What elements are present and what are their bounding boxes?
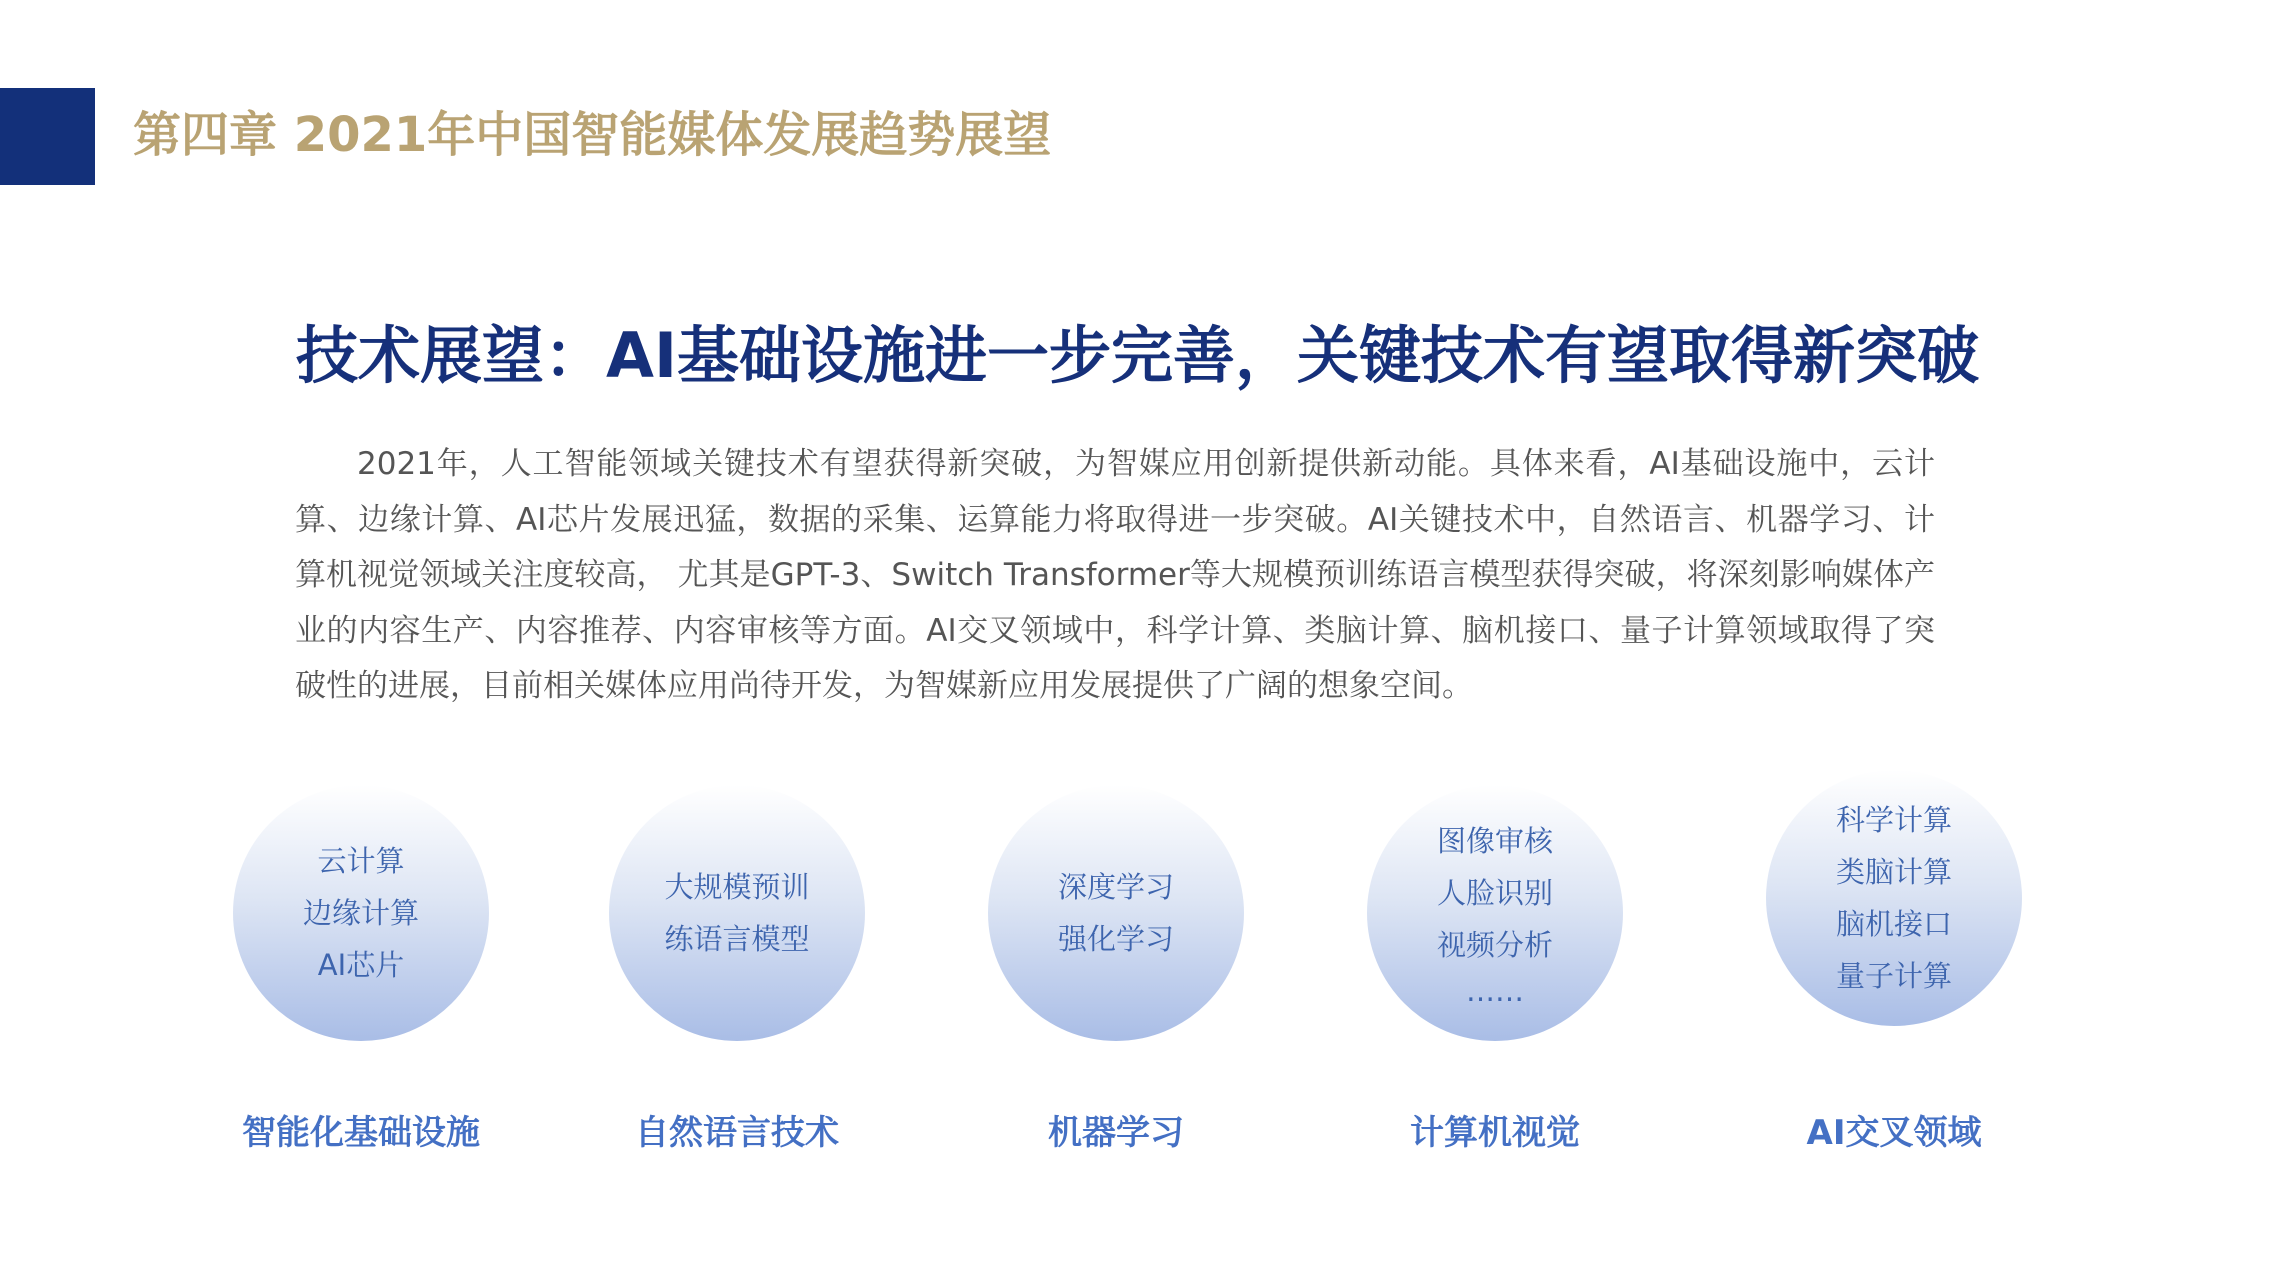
circle-item: 强化学习 — [1057, 922, 1174, 956]
header-accent-block — [0, 88, 95, 185]
circle-item: 图像审核 — [1436, 824, 1553, 858]
circle-item: 科学计算 — [1835, 803, 1952, 837]
circle-item: 云计算 — [317, 844, 405, 878]
category-circle-infrastructure — [233, 785, 489, 1041]
circle-item: 脑机接口 — [1835, 907, 1952, 941]
circle-item: 边缘计算 — [302, 896, 419, 930]
category-circle-computer-vision — [1367, 785, 1623, 1041]
chapter-title: 第四章 2021年中国智能媒体发展趋势展望 — [133, 107, 1052, 163]
category-circle-machine-learning — [988, 785, 1244, 1041]
category-caption-computer-vision: 计算机视觉 — [1410, 1113, 1580, 1153]
circle-item: AI芯片 — [317, 948, 405, 982]
category-circle-nlp — [609, 785, 865, 1041]
category-caption-infrastructure: 智能化基础设施 — [242, 1113, 480, 1153]
category-caption-nlp: 自然语言技术 — [635, 1113, 839, 1153]
category-caption-ai-cross-domain: AI交叉领域 — [1806, 1113, 1982, 1153]
page-title: 技术展望：AI基础设施进一步完善，关键技术有望取得新突破 — [295, 319, 1980, 392]
circle-item: 量子计算 — [1835, 959, 1952, 993]
circle-item: 视频分析 — [1436, 928, 1553, 962]
circle-item: 人脸识别 — [1436, 876, 1553, 910]
circle-item: 练语言模型 — [664, 922, 810, 956]
circle-item-ellipsis: …… — [1466, 974, 1524, 1008]
circle-item: 大规模预训 — [664, 870, 810, 904]
category-circle-ai-cross-domain — [1766, 770, 2022, 1026]
intro-paragraph: 2021年，人工智能领域关键技术有望获得新突破，为智媒应用创新提供新动能。具体来看，AI基础设施中，云计算、边缘计算、AI芯片发展迅猛，数据的采集、运算能力将取得进一步突破。AI关键技术中，自然语言、机器学习、计算机视觉领域关注度较高， 尤其是GPT-3、Switch Transformer等大规模预训练语言模型获得突破，将深刻影响媒体产业的内容生产、内容推荐、内容审核等方面。AI交叉领域中，科学计算、类脑计算、脑机接口、量子计算领域取得了突破性的进展，目前相关媒体应用尚待开发，为智媒新应用发展提供了广阔的想象空间。 — [295, 446, 1935, 704]
category-caption-machine-learning: 机器学习 — [1048, 1113, 1184, 1153]
circle-item: 类脑计算 — [1835, 855, 1952, 889]
circle-item: 深度学习 — [1057, 870, 1174, 904]
